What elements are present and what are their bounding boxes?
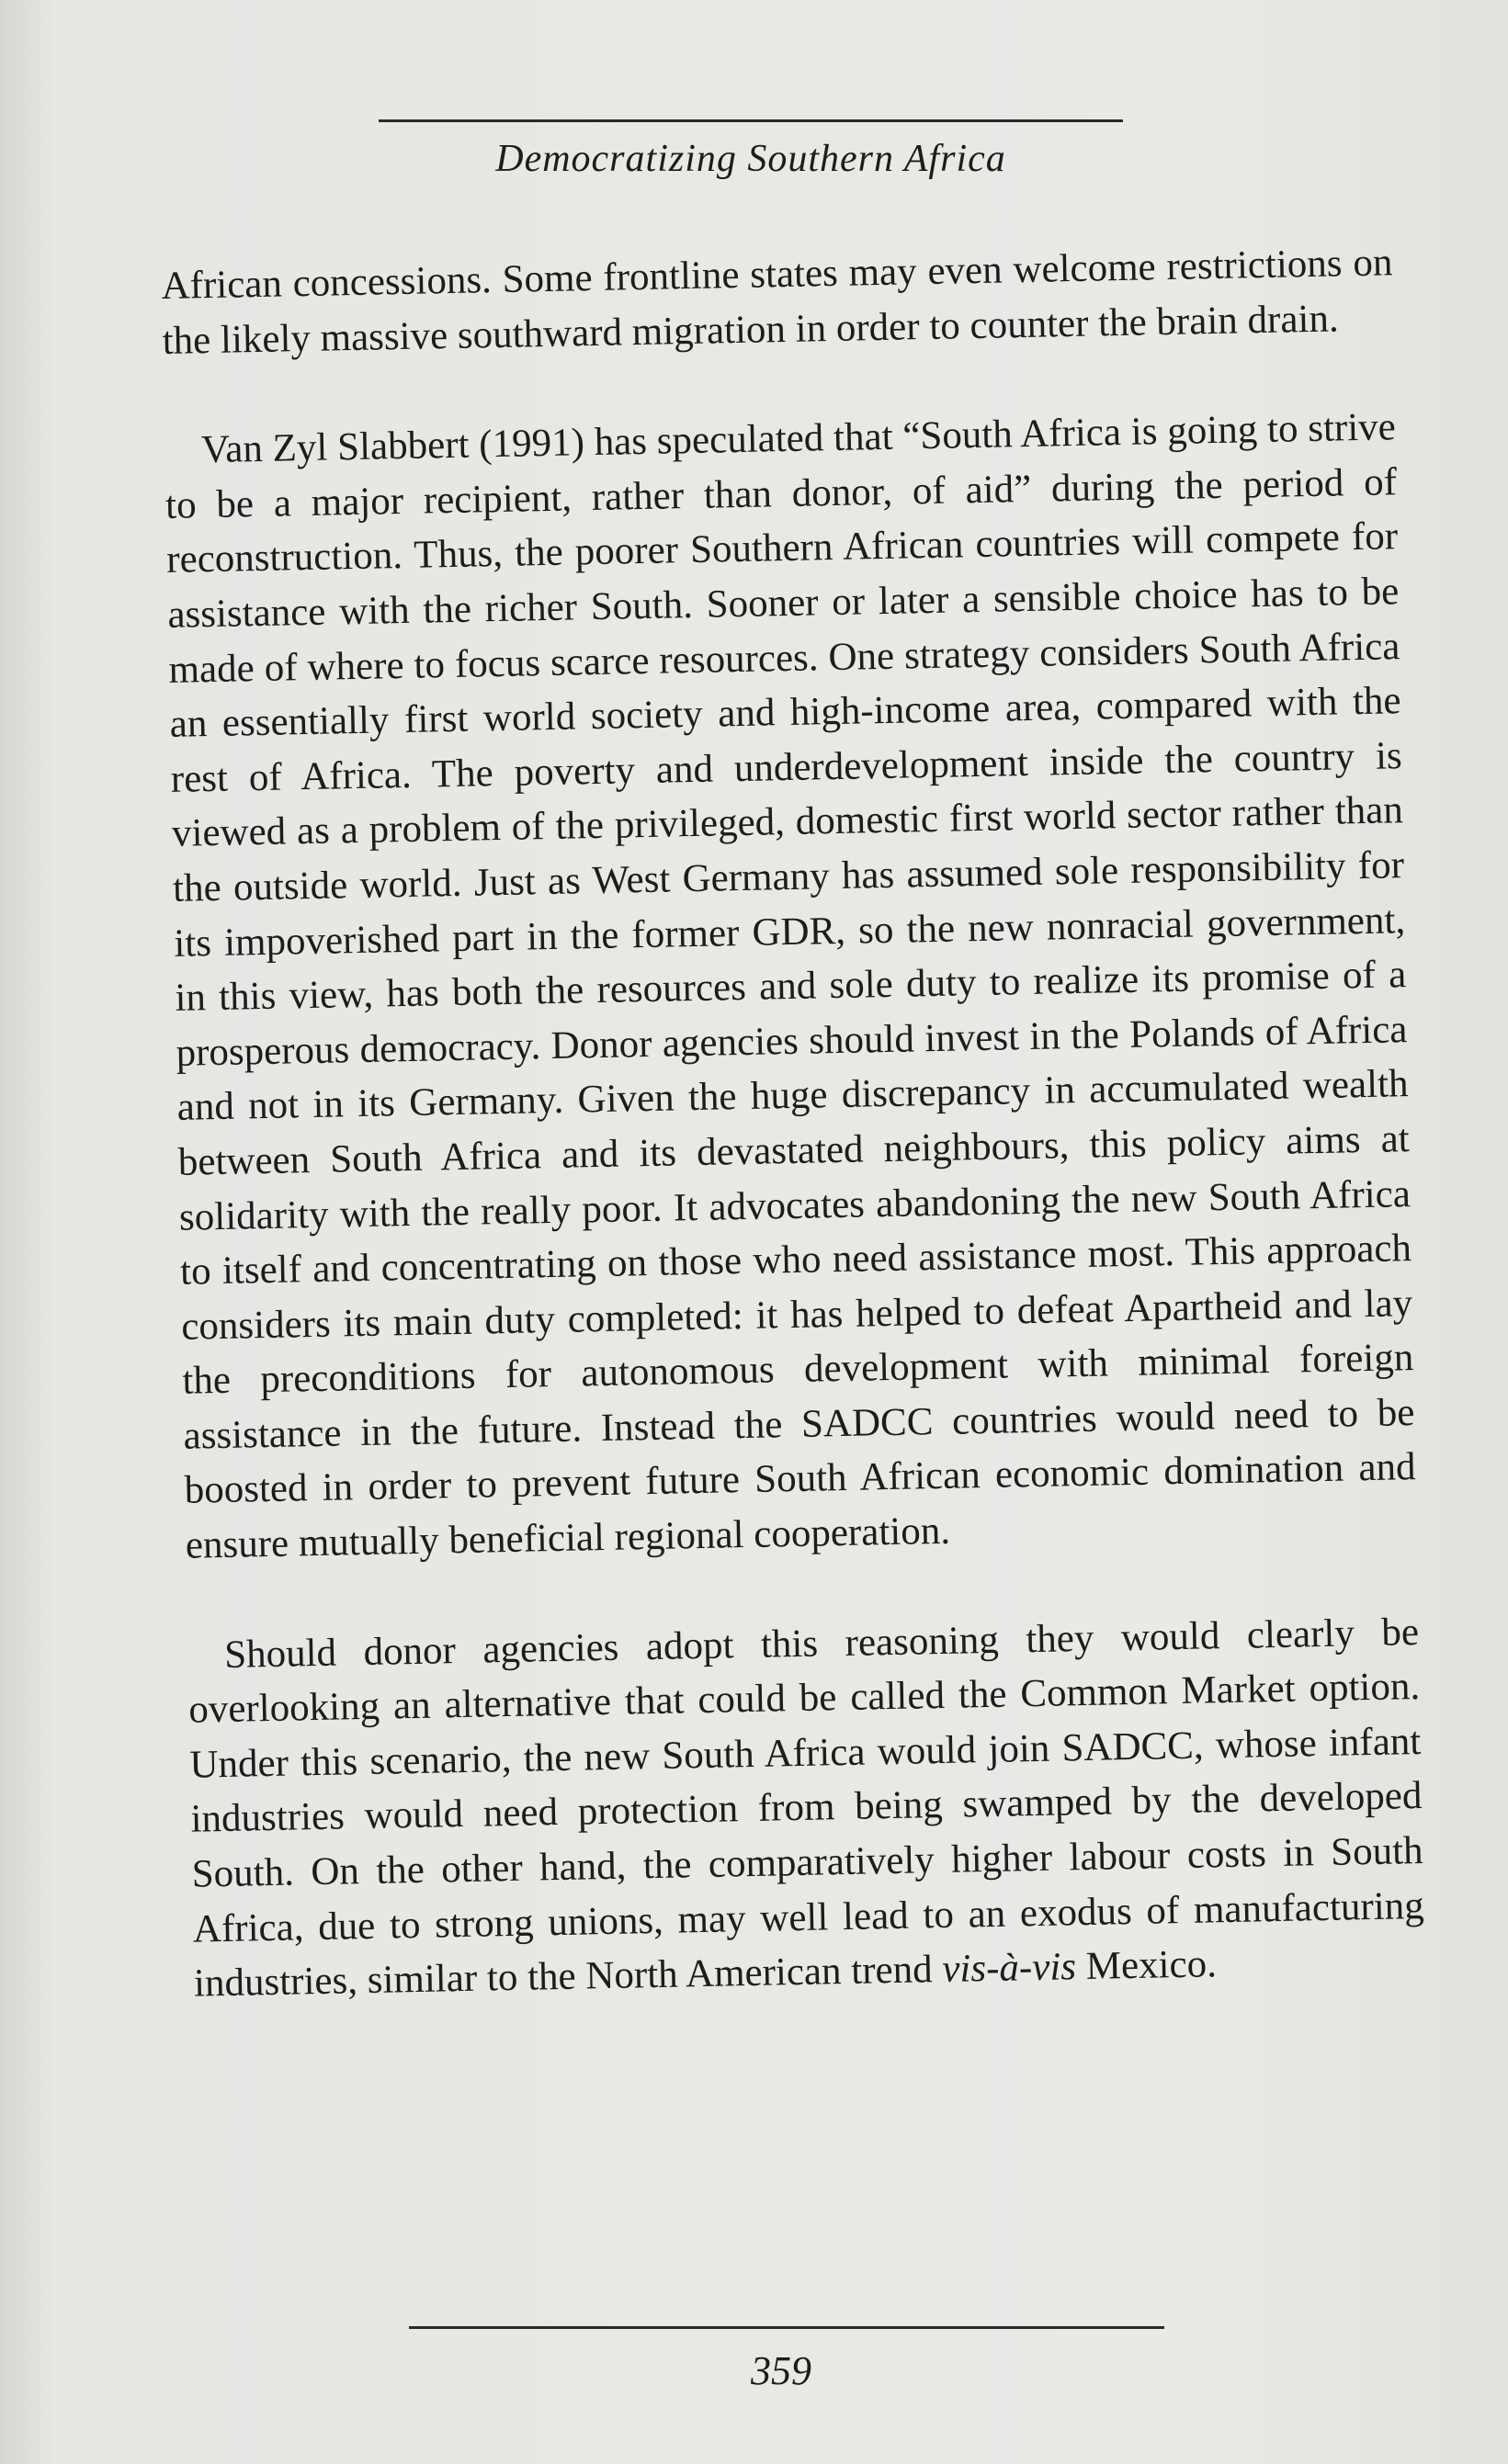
- paragraph-slabbert: Van Zyl Slabbert (1991) has speculated that “South Africa is going to strive to be a major recipient, rather than donor, of aid” during the period of reconstruction. Thus, the poorer Southern African countries will compete for assistance with the richer South. Sooner or later a sensible choice has to be made of where to focus scarce resources. One strategy considers South Africa an essentially first world society and high-income area, compared with the rest of Africa. The poverty and underdevelopment inside the country is viewed as a problem of the privileged, domestic first world sector rather than the outside world. Just as West Germany has assumed sole responsibility for its impoverished part in the former GDR, so the new nonracial government, in this view, has both the resources and sole duty to realize its promise of a prosperous democracy. Donor agencies should invest in the Polands of Africa and not in its Germany. Given the huge discrepancy in accumulated wealth between South Africa and its devastated neighbours, this policy aims at solidarity with the really poor. It advocates abandoning the new South Africa to itself and concentrating on those who need assistance most. This approach considers its main duty completed: it has helped to defeat Apartheid and lay the preconditions for autonomous development with minimal foreign assistance in the future. Instead the SADCC countries would need to be boosted in order to prevent future South African economic domination and ensure mutually beneficial regional cooperation.: [164, 405, 1416, 1567]
- page-number: 359: [751, 2348, 811, 2393]
- paragraph-common-market: [187, 1605, 1426, 2012]
- footer-rule: [409, 2326, 1164, 2329]
- paragraph-common-market-text: Should donor agencies adopt this reasoning they would clearly be overlooking an alternative that could be called the Common Market option. Under this scenario, the new South Africa would join SADCC, whose infant industries would need protection from being swamped by the developed South. On the other hand, the comparatively higher labour costs in South Africa, due to strong unions, may well lead to an exodus of manufacturing industries, similar to the North American trend: [187, 1610, 1425, 2006]
- header-rule: [379, 119, 1123, 122]
- paragraph-common-market-tail: Mexico.: [1075, 1942, 1218, 1989]
- body-text: [161, 235, 1425, 2011]
- paragraph-continued: African concessions. Some frontline states may even welcome restrictions on the likely massive southward migration in order to counter the brain drain.: [161, 241, 1393, 363]
- italic-vis-a-vis: vis-à-vis: [941, 1945, 1077, 1992]
- running-head: Democratizing Southern Africa: [495, 138, 1006, 180]
